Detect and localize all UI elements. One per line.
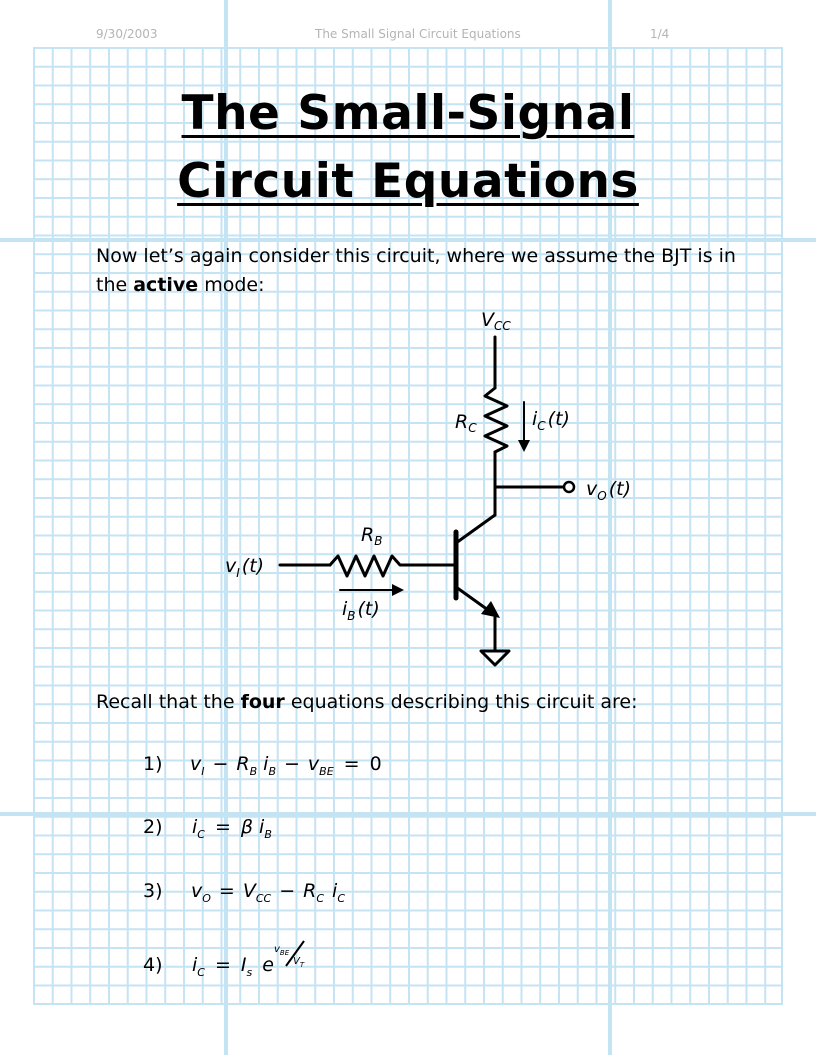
intro-text-1: Now let’s again consider this circuit, where we assume the BJT is in the [96,245,736,296]
equation-3: $v_O = V_{CC} - R_C$ $i_C$ [191,880,345,905]
recall-text-2: equations describing this circuit are: [284,691,638,713]
page-title-line-2: Circuit Equations [177,154,639,209]
equation-number-4: 4) [143,954,163,976]
equation-number-3: 3) [143,880,163,902]
rc-label: $R_C$ [455,411,477,435]
rb-label: $R_B$ [361,524,383,548]
recall-emphasis: four [240,691,285,713]
header-date: 9/30/2003 [96,27,158,41]
intro-emphasis: active [133,274,199,296]
equation-4: $i_C = I_s$ e [192,954,274,979]
equation-number-2: 2) [143,816,163,838]
ic-label: $i_C$ (t) [532,408,570,433]
equation-4-exponent-denominator: $V_T$ [293,956,305,969]
header-page: 1/4 [650,27,670,41]
header-title: The Small Signal Circuit Equations [315,27,521,41]
vcc-label: $V_{CC}$ [481,309,511,333]
vo-label: $v_O$ (t) [586,478,631,503]
equation-1: $v_I - R_B$ $i_B - v_{BE} = 0$ [190,753,382,778]
equation-number-1: 1) [143,753,163,775]
recall-text-1: Recall that the [96,691,241,713]
ib-label: $i_B$ (t) [342,598,380,623]
intro-text-2: mode: [198,274,265,296]
equation-2: $i_C = \beta$ $i_B$ [192,816,272,841]
vi-label: $v_I$ (t) [225,555,265,580]
page-title-line-1: The Small-Signal [181,86,635,141]
equation-4-exponent-numerator: $v_{BE}$ [274,944,290,957]
